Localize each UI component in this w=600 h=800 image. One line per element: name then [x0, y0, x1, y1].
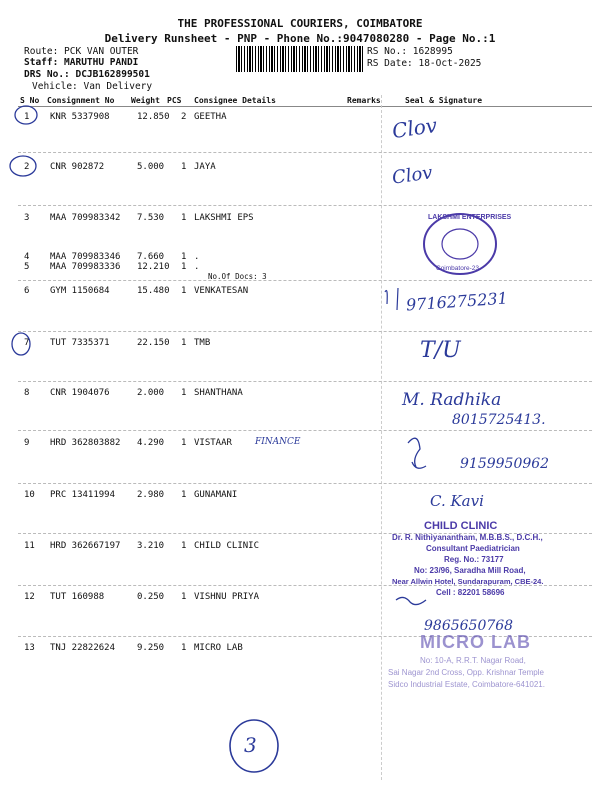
phone-row12: 9865650768 [424, 618, 514, 634]
row-weight: 7.530 [137, 213, 165, 223]
page-number-mark: 3 [244, 733, 257, 757]
row-consignee: . [194, 252, 200, 262]
docs-count: No.Of Docs: 3 [208, 272, 267, 281]
clinic-title: Consultant Paediatrician [426, 544, 520, 553]
clinic-reg: Reg. No.: 73177 [444, 555, 504, 564]
vehicle-label: Vehicle: Van Delivery [32, 81, 153, 92]
signature-scribble [408, 438, 426, 468]
row-pcs: 1 [181, 162, 187, 172]
clinic-doctor: Dr. R. Nithiyanantham, M.B.B.S., D.C.H., [392, 533, 543, 542]
row-consignee: VENKATESAN [194, 286, 249, 296]
row-consignment: MAA 709983342 [50, 213, 121, 223]
row-pcs: 1 [181, 338, 187, 348]
row-weight: 5.000 [137, 162, 165, 172]
circle-mark [10, 156, 36, 176]
row-pcs: 1 [181, 262, 187, 272]
row-sno: 10 [24, 490, 35, 500]
row-sno: 6 [24, 286, 30, 296]
row-consignee: . [194, 262, 200, 272]
row-consignee: SHANTHANA [194, 388, 243, 398]
row-consignee: GUNAMANI [194, 490, 238, 500]
clinic-stamp [390, 520, 590, 600]
row-pcs: 1 [181, 213, 187, 223]
row-sno: 4 [24, 252, 30, 262]
row-sno: 11 [24, 541, 35, 551]
row-pcs: 1 [181, 541, 187, 551]
row-consignment: MAA 709983346 [50, 252, 121, 262]
row-sno: 9 [24, 438, 30, 448]
col-remarks: Remarks [347, 96, 381, 105]
col-weight: Weight [131, 96, 160, 105]
phone-row9: 9159950962 [460, 456, 550, 472]
row-weight: 15.480 [137, 286, 170, 296]
col-sno: S No [20, 96, 40, 105]
circle-mark [12, 333, 30, 355]
route-label: Route: PCK VAN OUTER [24, 46, 139, 57]
row-consignment: MAA 709983336 [50, 262, 121, 272]
row-consignment: TUT 7335371 [50, 338, 110, 348]
row-consignment: CNR 902872 [50, 162, 105, 172]
row-consignment: KNR 5337908 [50, 112, 110, 122]
runsheet-subtitle: Delivery Runsheet - PNP - Phone No.:9047080280 - Page No.:1 [104, 32, 496, 45]
row-sno: 8 [24, 388, 30, 398]
row-weight: 3.210 [137, 541, 165, 551]
row-pcs: 1 [181, 252, 187, 262]
row-consignment: CNR 1904076 [50, 388, 110, 398]
row-consignment: HRD 362667197 [50, 541, 121, 551]
staff-label: Staff: MARUTHU PANDI [24, 57, 139, 68]
row-pcs: 1 [181, 438, 187, 448]
row-consignee: VISTAAR [194, 438, 232, 448]
clinic-address-2: Near Allwin Hotel, Sundarapuram, CBE-24. [392, 577, 544, 586]
row-consignee: VISHNU PRIYA [194, 592, 260, 602]
row-pcs: 1 [181, 643, 187, 653]
clinic-address-1: No: 23/96, Saradha Mill Road, [414, 566, 526, 575]
row-consignee: LAKSHMI EPS [194, 213, 254, 223]
row-weight: 7.660 [137, 252, 165, 262]
row-sno: 7 [24, 338, 30, 348]
row-weight: 2.980 [137, 490, 165, 500]
row-weight: 4.290 [137, 438, 165, 448]
row-weight: 12.850 [137, 112, 170, 122]
company-title: THE PROFESSIONAL COURIERS, COIMBATORE [177, 17, 423, 30]
row-consignment: GYM 1150684 [50, 286, 110, 296]
row-consignee: TMB [194, 338, 211, 348]
microlab-address-2: Sai Nagar 2nd Cross, Opp. Krishnar Temple [388, 668, 544, 677]
row-consignment: HRD 362803882 [50, 438, 121, 448]
signature-row7: T/U [420, 338, 461, 363]
drs-label: DRS No.: DCJB162899501 [24, 69, 150, 80]
signature-row10: C. Kavi [430, 492, 484, 510]
row-weight: 9.250 [137, 643, 165, 653]
clinic-cell: Cell : 82201 58696 [436, 588, 505, 597]
row-pcs: 1 [181, 388, 187, 398]
microlab-stamp [380, 632, 595, 698]
row-consignee: GEETHA [194, 112, 227, 122]
row-pcs: 1 [181, 286, 187, 296]
row-consignee: JAYA [194, 162, 216, 172]
col-consignee: Consignee Details [194, 96, 276, 105]
microlab-address-1: No: 10-A, R.R.T. Nagar Road, [420, 656, 526, 665]
row-sno: 12 [24, 592, 35, 602]
phone-row6: 9716275231 [405, 288, 509, 315]
row-weight: 0.250 [137, 592, 165, 602]
row-pcs: 1 [181, 592, 187, 602]
note-row9: FINANCE [255, 437, 301, 447]
microlab-address-3: Sidco Industrial Estate, Coimbatore-641021. [388, 680, 545, 689]
circle-mark [15, 106, 37, 124]
row-weight: 2.000 [137, 388, 165, 398]
col-consignment: Consignment No [47, 96, 115, 105]
clinic-name: CHILD CLINIC [424, 520, 498, 532]
row-consignment: PRC 13411994 [50, 490, 116, 500]
signature-row1: Clov [390, 112, 439, 144]
row-weight: 12.210 [137, 262, 170, 272]
rs-date: RS Date: 18-Oct-2025 [367, 58, 482, 69]
row-weight: 22.150 [137, 338, 170, 348]
signature-row2: Clov [390, 162, 434, 189]
row-sno: 5 [24, 262, 30, 272]
row-pcs: 1 [181, 490, 187, 500]
stamp-city: Coimbatore-23 [436, 265, 479, 272]
microlab-name: MICRO LAB [420, 632, 531, 652]
initials-scribble [385, 288, 398, 310]
row-consignment: TNJ 22822624 [50, 643, 116, 653]
row-pcs: 2 [181, 112, 187, 122]
row-consignee: MICRO LAB [194, 643, 243, 653]
row-sno: 13 [24, 643, 35, 653]
phone-row8: 8015725413. [452, 412, 546, 428]
row-consignment: TUT 160988 [50, 592, 105, 602]
row-sno: 1 [24, 112, 30, 122]
rs-number: RS No.: 1628995 [367, 46, 453, 57]
col-seal: Seal & Signature [405, 96, 483, 105]
lakshmi-stamp [418, 212, 512, 276]
receiver-name-row8: M. Radhika [402, 390, 502, 410]
row-sno: 3 [24, 213, 30, 223]
stamp-company: LAKSHMI ENTERPRISES [428, 214, 512, 221]
row-consignee: CHILD CLINIC [194, 541, 260, 551]
col-pcs: PCS [167, 96, 182, 105]
row-sno: 2 [24, 162, 30, 172]
